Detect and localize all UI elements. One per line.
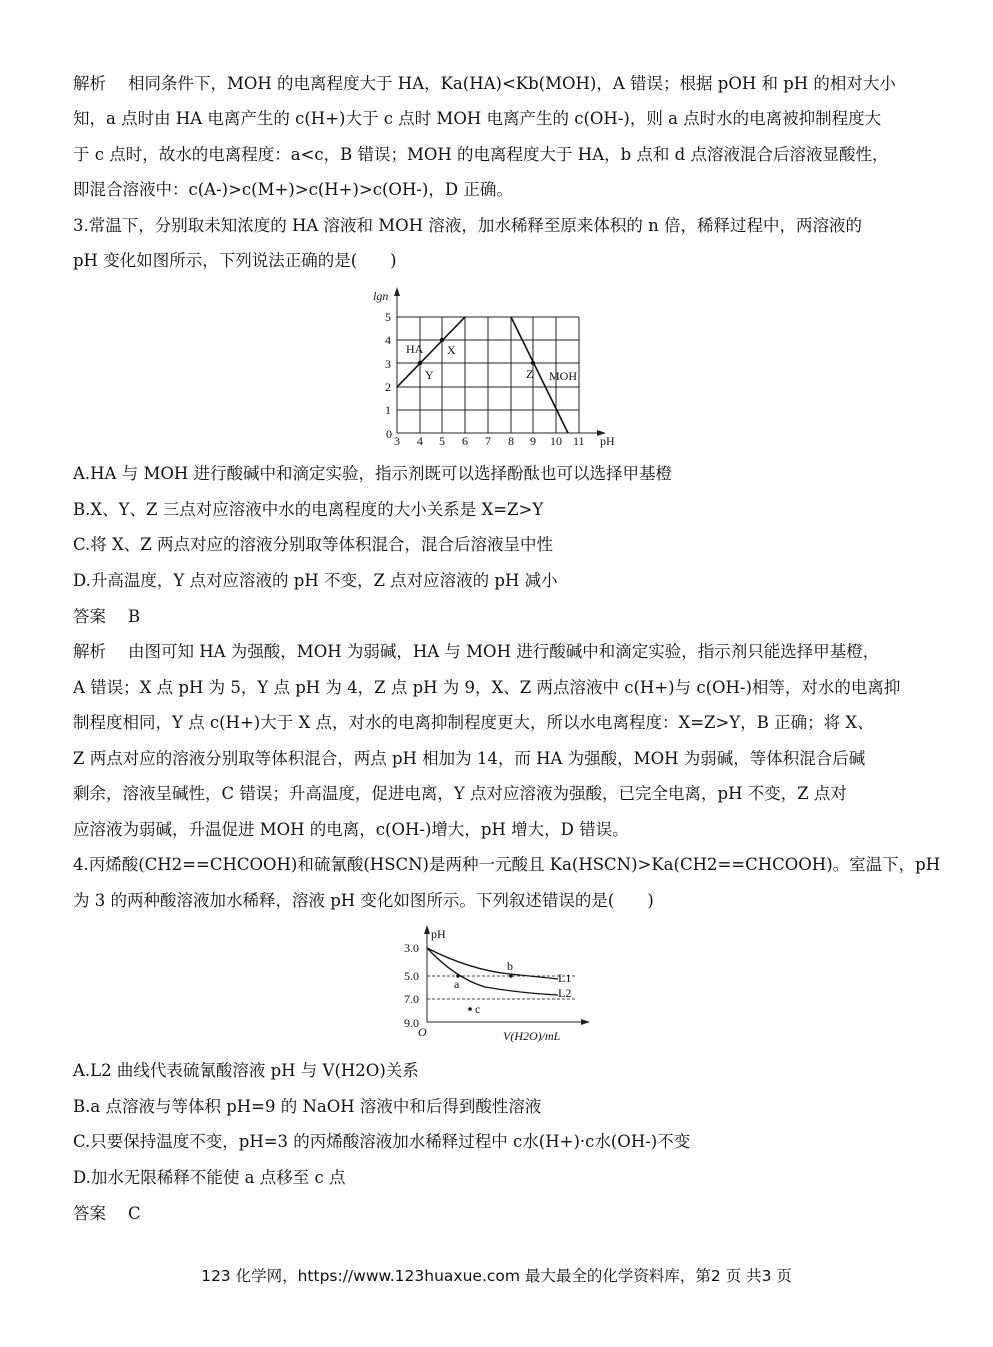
- answer-label: 答案: [73, 607, 106, 626]
- y-tick-label: 1: [385, 403, 391, 417]
- y-tick-label: 5: [385, 310, 391, 324]
- point-x: [440, 338, 444, 342]
- l2-label: L2: [558, 986, 572, 1000]
- origin-label: 0: [386, 427, 392, 441]
- analysis-line: 知，a 点时由 HA 电离产生的 c(H+)大于 c 点时 MOH 电离产生的 c(OH-)，则 a 点时水的电离被抑制程度大: [73, 109, 882, 128]
- q3-analysis-line: 应溶液为弱碱，升温促进 MOH 的电离，c(OH-)增大，pH 增大，D 错误。: [73, 820, 629, 839]
- moh-label: MOH: [549, 369, 578, 383]
- q4-option-b: B.a 点溶液与等体积 pH=9 的 NaOH 溶液中和后得到酸性溶液: [73, 1097, 542, 1116]
- analysis-line: 即混合溶液中：c(A-)>c(M+)>c(H+)>c(OH-)，D 正确。: [73, 180, 513, 199]
- answer-value: B: [128, 607, 141, 626]
- q3-option-d: D.升高温度，Y 点对应溶液的 pH 不变，Z 点对应溶液的 pH 减小: [73, 571, 558, 590]
- q3-stem: 3.常温下，分别取未知浓度的 HA 溶液和 MOH 溶液，加水稀释至原来体积的 n 倍，稀释过程中，两溶液的: [73, 216, 862, 235]
- y-tick-label: 5.0: [404, 969, 419, 983]
- analysis-line: 于 c 点时，故水的电离程度：a<c，B 错误；MOH 的电离程度大于 HA，b 点和 d 点溶液混合后溶液显酸性，: [73, 145, 889, 164]
- x-tick-label: 11: [573, 434, 585, 448]
- x-tick-label: 10: [550, 434, 562, 448]
- q4-stem: 4.丙烯酸(CH2==CHCOOH)和硫氰酸(HSCN)是两种一元酸且 Ka(HSCN)>Ka(CH2==CHCOOH)。室温下，pH: [73, 855, 941, 874]
- y-tick-label: 7.0: [404, 992, 419, 1006]
- q3-analysis: [73, 641, 879, 663]
- point-c: [468, 1007, 472, 1011]
- answer-label: 答案: [73, 1204, 106, 1223]
- x-point-label: X: [447, 343, 456, 357]
- q4-option-a: A.L2 曲线代表硫氰酸溶液 pH 与 V(H2O)关系: [73, 1061, 419, 1080]
- y-tick-label: 4: [385, 333, 391, 347]
- x-tick-label: 4: [417, 434, 423, 448]
- point-z: [531, 361, 535, 365]
- x-tick-label: 7: [485, 434, 491, 448]
- x-tick-label: 5: [439, 434, 445, 448]
- point-y: [418, 361, 422, 365]
- y-axis-label: pH: [431, 927, 446, 941]
- page-footer: 123 化学网，https://www.123huaxue.com 最大最全的化学资料库，第2 页 共3 页: [201, 1267, 792, 1285]
- q3-chart: [370, 283, 620, 451]
- origin-label: O: [418, 1025, 427, 1039]
- q3-analysis-line: 制程度相同，Y 点 c(H+)大于 X 点，对水的电离抑制程度更大，所以水电离程度：X=Z>Y，B 正确；将 X、: [73, 713, 874, 732]
- l1-curve: [427, 948, 558, 979]
- analysis-label: 解析: [73, 74, 106, 93]
- q3-analysis-line: A 错误；X 点 pH 为 5，Y 点 pH 为 4，Z 点 pH 为 9，X、Z 两点溶液中 c(H+)与 c(OH-)相等，对水的电离抑: [73, 678, 901, 697]
- z-point-label: Z: [526, 367, 534, 381]
- y-tick-label: 3: [385, 357, 391, 371]
- q3-option-c: C.将 X、Z 两点对应的溶液分别取等体积混合，混合后溶液呈中性: [73, 535, 553, 554]
- y-point-label: Y: [425, 368, 434, 382]
- b-point-label: b: [507, 959, 513, 973]
- q4-stem: 为 3 的两种酸溶液加水稀释，溶液 pH 变化如图所示。下列叙述错误的是( ): [73, 891, 654, 910]
- y-tick-label: 3.0: [404, 941, 419, 955]
- c-point-label: c: [475, 1002, 481, 1016]
- analysis-text: 相同条件下，MOH 的电离程度大于 HA，Ka(HA)<Kb(MOH)，A 错误；根据 pOH 和 pH 的相对大小: [128, 74, 896, 93]
- q4-answer: [73, 1203, 141, 1225]
- analysis-label: 解析: [73, 642, 106, 661]
- point-b: [509, 974, 513, 978]
- y-tick-label: 2: [385, 380, 391, 394]
- ha-label: HA: [406, 342, 424, 356]
- y-axis-label: lgn: [373, 289, 389, 303]
- q3-answer: [73, 606, 140, 628]
- q3-option-b: B.X、Y、Z 三点对应溶液中水的电离程度的大小关系是 X=Z>Y: [73, 500, 544, 519]
- x-tick-label: 6: [462, 434, 468, 448]
- q4-option-c: C.只要保持温度不变，pH=3 的丙烯酸溶液加水稀释过程中 c水(H+)·c水(OH-)不变: [73, 1132, 691, 1151]
- x-tick-label: 9: [530, 434, 536, 448]
- x-axis-label: V(H2O)/mL: [503, 1029, 561, 1043]
- q3-option-a: A.HA 与 MOH 进行酸碱中和滴定实验，指示剂既可以选择酚酞也可以选择甲基橙: [73, 464, 673, 483]
- x-axis-label: pH: [600, 434, 615, 448]
- q3-stem: pH 变化如图所示，下列说法正确的是( ): [73, 251, 397, 270]
- q4-chart: [400, 922, 600, 1050]
- answer-value: C: [128, 1204, 141, 1223]
- analysis-line: [73, 73, 896, 95]
- a-point-label: a: [454, 977, 460, 991]
- q4-option-d: D.加水无限稀释不能使 a 点移至 c 点: [73, 1168, 346, 1187]
- x-tick-label: 3: [394, 434, 400, 448]
- q3-analysis-line: Z 两点对应的溶液分别取等体积混合，两点 pH 相加为 14，而 HA 为强酸，MOH 为弱碱，等体积混合后碱: [73, 749, 866, 768]
- y-tick-label: 9.0: [404, 1016, 419, 1030]
- q3-analysis-line: 剩余，溶液呈碱性，C 错误；升高温度，促进电离，Y 点对应溶液为强酸，已完全电离，pH 不变，Z 点对: [73, 784, 847, 803]
- x-tick-label: 8: [508, 434, 514, 448]
- l1-label: L1: [558, 971, 572, 985]
- analysis-text: 由图可知 HA 为强酸，MOH 为弱碱，HA 与 MOH 进行酸碱中和滴定实验，指示剂只能选择甲基橙，: [128, 642, 880, 661]
